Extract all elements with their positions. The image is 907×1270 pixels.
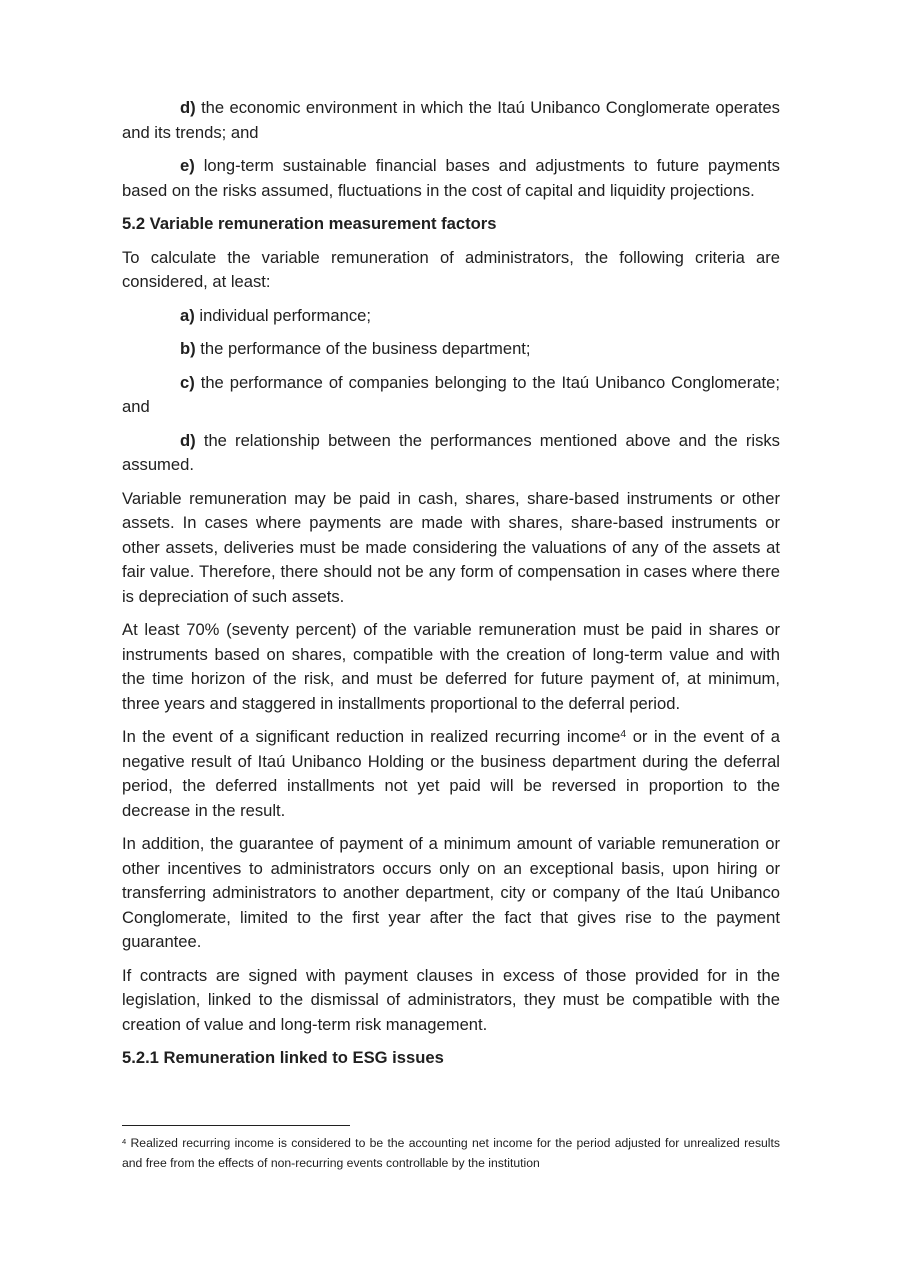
section-heading-5-2-1: 5.2.1 Remuneration linked to ESG issues	[122, 1048, 444, 1067]
paragraph-contracts: If contracts are signed with payment clauses in excess of those provided for in the legislation, linked to the dismissal of administrators, they must be compatible with the creation of value and long-term risk management.	[122, 965, 780, 1034]
footnote-section	[122, 1125, 780, 1173]
paragraph-deferral: At least 70% (seventy percent) of the variable remuneration must be paid in shares or instruments based on shares, compatible with the creation of long-term value and with the time horizon of the risk, and must be deferred for future payment of, at minimum, three years and staggered in installments proportional to the deferral period.	[122, 620, 780, 713]
criterion-d-label: d)	[180, 430, 196, 450]
list-item-e-label: e)	[180, 156, 195, 175]
footnote-separator-rule	[122, 1125, 350, 1126]
footnote-reference-4: 4	[620, 729, 627, 741]
criterion-d-text: the relationship between the performances mentioned above and the risks assumed.	[122, 430, 780, 474]
list-item-e-text: long-term sustainable financial bases and adjustments to future payments based on the risks assumed, fluctuations in the cost of capital and liquidity projections.	[122, 156, 780, 200]
criterion-a	[122, 304, 780, 329]
list-item-d-text: the economic environment in which the Itaú Unibanco Conglomerate operates and its trends; and	[122, 98, 780, 142]
list-item-d	[122, 96, 780, 145]
criterion-b-label: b)	[180, 339, 196, 358]
criterion-d	[122, 429, 780, 478]
criterion-c-label: c)	[180, 372, 195, 392]
footnote-body-text: Realized recurring income is considered to be the accounting net income for the period adjusted for unrealized results and free from the effects of non-recurring events controllable by the institution	[122, 1136, 780, 1170]
page-content	[122, 96, 780, 1080]
paragraph-guarantee: In addition, the guarantee of payment of a minimum amount of variable remuneration or other incentives to administrators occurs only on an exceptional basis, upon hiring or transferring administrators to another department, city or company of the Itaú Unibanco Conglomerate, limited to the first year after the fact that gives rise to the payment guarantee.	[122, 834, 780, 951]
footnote-text	[122, 1133, 780, 1173]
criterion-a-text: individual performance;	[199, 305, 371, 325]
paragraph-reduction-text-before: In the event of a significant reduction in realized recurring income	[122, 727, 621, 746]
criterion-b-text: the performance of the business department;	[200, 339, 531, 358]
criterion-a-label: a)	[180, 305, 195, 325]
paragraph-reduction	[122, 725, 780, 823]
paragraph-reduction-text-after: or in the event of a negative result of Itaú Unibanco Holding or the business department during the deferral period, the deferred installments not yet paid will be reversed in proportion to the decrease in the result.	[122, 727, 780, 820]
section-heading-5-2: 5.2 Variable remuneration measurement factors	[122, 214, 497, 233]
list-item-e	[122, 154, 780, 203]
criterion-b	[122, 337, 780, 362]
criterion-c-text: the performance of companies belonging to the Itaú Unibanco Conglomerate; and	[122, 372, 780, 416]
intro-paragraph: To calculate the variable remuneration of administrators, the following criteria are considered, at least:	[122, 247, 780, 291]
list-item-d-label: d)	[180, 98, 196, 117]
criterion-c	[122, 371, 780, 420]
footnote-marker-4: 4	[122, 1136, 127, 1146]
paragraph-payment-forms: Variable remuneration may be paid in cash, shares, share-based instruments or other assets. In cases where payments are made with shares, share-based instruments or other assets, deliveries must be made considering the valuations of any of the assets at fair value. Therefore, there should not be any form of compensation in cases where there is depreciation of such assets.	[122, 488, 780, 606]
